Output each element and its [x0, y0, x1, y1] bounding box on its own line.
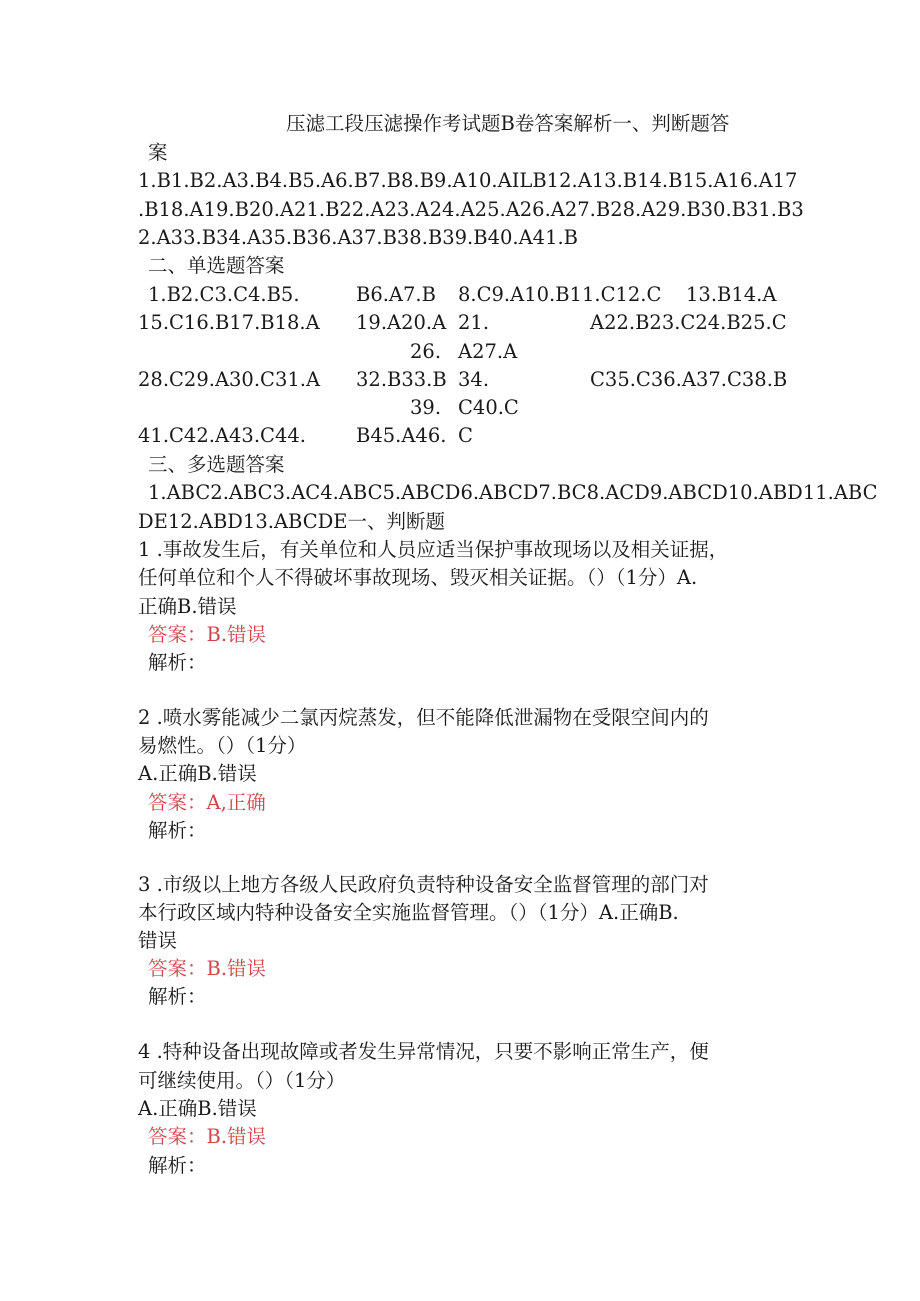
question-4-line-2: 可继续使用。（）（1分）: [138, 1069, 346, 1092]
single-grid-r1-c2: 21.: [458, 311, 490, 334]
question-3-analysis: 解析：: [148, 985, 207, 1008]
single-grid-r2-c2: A27.A: [458, 340, 518, 363]
single-grid-r4-c2: C40.C: [458, 396, 519, 419]
single-grid-r4-c1: 39.: [410, 396, 442, 419]
judge-answers-line-2: .B18.A19.B20.A21.B22.A23.A24.A25.A26.A27.B28.A29.B30.B31.B3: [138, 198, 804, 221]
question-4-analysis: 解析：: [148, 1154, 207, 1177]
multi-answers-line-1: 1.ABC2.ABC3.AC4.ABC5.ABCD6.ABCD7.BC8.ACD9.ABCD10.ABD11.ABC: [148, 481, 878, 504]
single-grid-r5-c1: B45.A46.: [356, 424, 447, 447]
single-grid-r1-c3: A22.B23.C24.B25.C: [590, 311, 787, 334]
single-grid-r3-c2: 34.: [458, 368, 490, 391]
question-3-line-3: 错误: [138, 929, 178, 952]
multi-answers-line-2: DE12.ABD13.ABCDE一、判断题: [138, 510, 446, 533]
question-1-analysis: 解析：: [148, 651, 207, 674]
question-2-line-1: 2 .喷水雾能减少二氯丙烷蒸发，但不能降低泄漏物在受限空间内的: [138, 706, 709, 729]
single-grid-r3-c0: 28.C29.A30.C31.A: [138, 368, 321, 391]
single-grid-r1-c1: 19.A20.A: [356, 311, 447, 334]
single-grid-r2-c1: 26.: [410, 340, 442, 363]
single-grid-r5-c0: 41.C42.A43.C44.: [138, 424, 306, 447]
single-grid-r3-c1: 32.B33.B: [356, 368, 447, 391]
single-grid-r3-c3: C35.C36.A37.C38.B: [590, 368, 788, 391]
question-2-line-2: 易燃性。（）（1分）: [138, 734, 307, 757]
single-grid-r0-c0: 1.B2.C3.C4.B5.: [148, 283, 300, 306]
question-4-line-1: 4 .特种设备出现故障或者发生异常情况，只要不影响正常生产，便: [138, 1040, 709, 1063]
single-grid-r0-c2: 8.C9.A10.B11.C12.C: [458, 283, 662, 306]
single-choice-heading: 二、单选题答案: [148, 254, 285, 277]
question-3-line-1: 3 .市级以上地方各级人民政府负责特种设备安全监督管理的部门对: [138, 873, 709, 896]
question-1-line-1: 1 .事故发生后，有关单位和人员应适当保护事故现场以及相关证据，: [138, 538, 729, 561]
question-4-answer: 答案：B.错误: [148, 1125, 267, 1148]
question-2-answer: 答案：A,正确: [148, 791, 266, 814]
doc-title-line-2: 案: [148, 141, 168, 164]
single-grid-r0-c1: B6.A7.B: [356, 283, 436, 306]
question-3-line-2: 本行政区域内特种设备安全实施监督管理。（）（1分）A.正确B.: [138, 901, 679, 924]
question-2-analysis: 解析：: [148, 819, 207, 842]
judge-answers-line-1: 1.B1.B2.A3.B4.B5.A6.B7.B8.B9.A10.AILB12.A13.B14.B15.A16.A17: [138, 169, 798, 192]
doc-title-line-1: 压滤工段压滤操作考试题B卷答案解析一、判断题答: [286, 112, 730, 135]
single-grid-r1-c0: 15.C16.B17.B18.A: [138, 311, 320, 334]
question-1-line-3: 正确B.错误: [138, 595, 237, 618]
multi-choice-heading: 三、多选题答案: [148, 453, 285, 476]
judge-answers-line-3: 2.A33.B34.A35.B36.A37.B38.B39.B40.A41.B: [138, 226, 579, 249]
single-grid-r5-c2: C: [458, 424, 473, 447]
question-2-line-3: A.正确B.错误: [138, 762, 257, 785]
question-3-answer: 答案：B.错误: [148, 957, 267, 980]
question-1-answer: 答案：B.错误: [148, 623, 267, 646]
question-1-line-2: 任何单位和个人不得破坏事故现场、毁灭相关证据。（）（1分）A.: [138, 566, 698, 589]
single-grid-r0-c3: 13.B14.A: [686, 283, 777, 306]
question-4-line-3: A.正确B.错误: [138, 1097, 257, 1120]
